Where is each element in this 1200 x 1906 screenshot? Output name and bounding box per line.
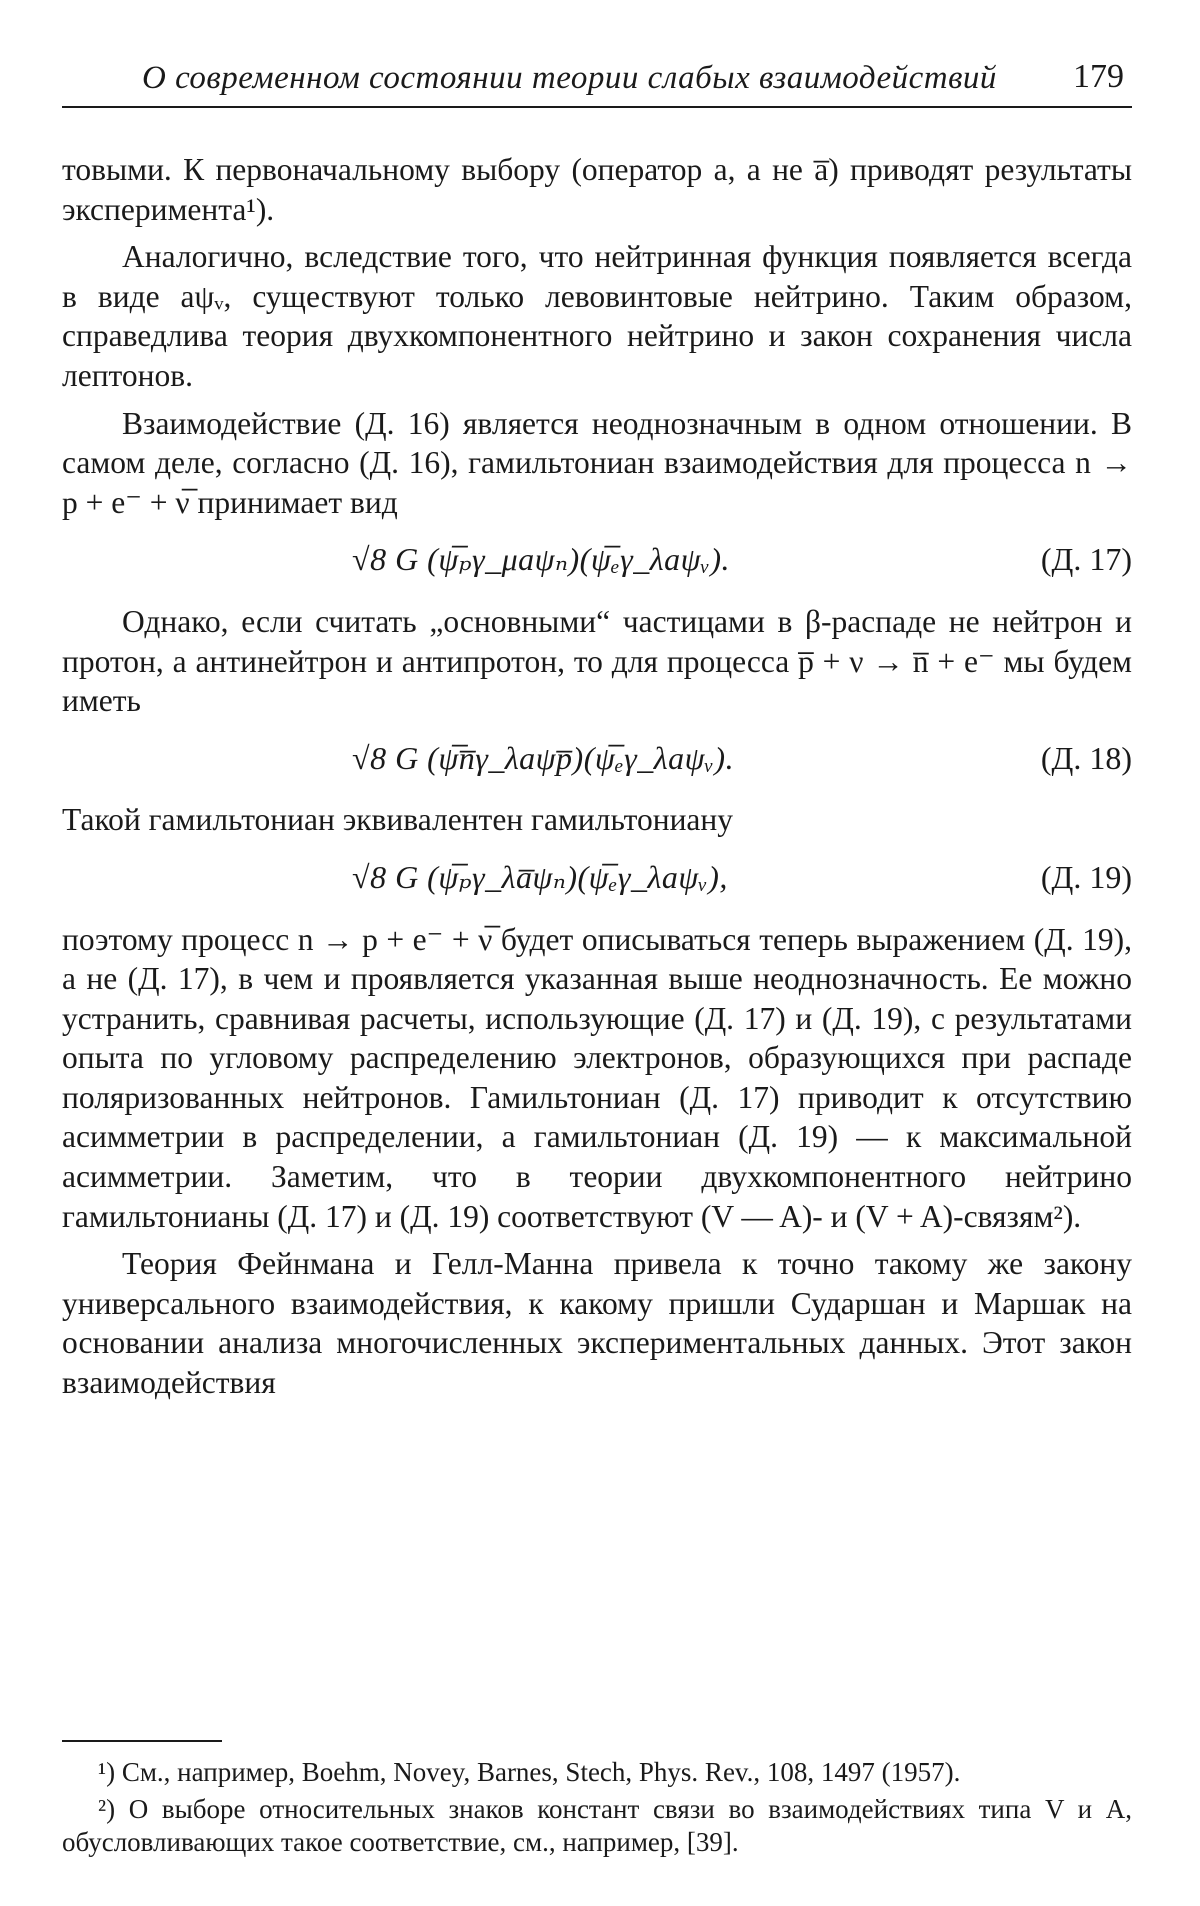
equation-d18-number: (Д. 18) <box>1040 739 1132 776</box>
paragraph-7: Теория Фейнмана и Гелл-Манна привела к точно такому же закону универсального взаимодействия, к какому пришли Сударшан и Маршак на основании анализа многочисленных экспериментальных данных. Этот закон взаимодействия <box>62 1246 1132 1401</box>
footnote-rule <box>62 1740 222 1742</box>
footnote-1: ¹) См., например, Boehm, Novey, Barnes, Stech, Phys. Rev., 108, 1497 (1957). <box>98 1757 961 1787</box>
running-title: О современном состоянии теории слабых взаимодействий <box>142 60 997 96</box>
footnotes <box>62 1740 1132 1863</box>
page-number: 179 <box>1073 58 1124 95</box>
equation-d17-expression: √8 G (ψ̅ₚγ_μaψₙ)(ψ̅ₑγ_λaψᵥ). <box>352 541 731 578</box>
paragraph-4: Однако, если считать „основными“ частицами в β-распаде не нейтрон и протон, а антинейтрон и антипротон, то для процесса p̅ + ν → n̅ + e⁻ мы будем иметь <box>62 603 1132 719</box>
paragraph-3: Взаимодействие (Д. 16) является неоднозначным в одном отношении. В самом деле, согласно (Д. 16), гамильтониан взаимодействия для процесса n → p + e⁻ + ν̅ принимает вид <box>62 405 1132 520</box>
paragraph-6: поэтому процесс n → p + e⁻ + ν̅ будет описываться теперь выражением (Д. 19), а не (Д. 17), в чем и проявляется указанная выше неоднозначность. Ее можно устранить, сравнивая расчеты, использующие (Д. 17) и (Д. 19), с результатами опыта по угловому распределению электронов, образующихся при распаде поляризованных нейтронов. Гамильтониан (Д. 17) приводит к отсутствию асимметрии в распределении, а гамильтониан (Д. 19) — к максимальной асимметрии. Заметим, что в теории двухкомпонентного нейтрино гамильтонианы (Д. 17) и (Д. 19) соответствуют (V — A)- и (V + A)-связям²). <box>62 921 1132 1234</box>
footnote-2: ²) О выборе относительных знаков констант связи во взаимодействиях типа V и A, обусловливающих такое соответствие, см., например, [39]. <box>62 1794 1132 1857</box>
equation-d19 <box>62 858 1132 898</box>
equation-d19-expression: √8 G (ψ̅ₚγ_λa̅ψₙ)(ψ̅ₑγ_λaψᵥ), <box>352 858 728 895</box>
equation-d17-number: (Д. 17) <box>1040 541 1132 578</box>
equation-d17 <box>62 540 1132 580</box>
paragraph-1: товыми. К первоначальному выбору (оператор a, а не a̅) приводят результаты эксперимента¹). <box>62 152 1132 227</box>
main-text <box>62 150 1132 1403</box>
equation-d19-number: (Д. 19) <box>1040 858 1132 895</box>
equation-d18 <box>62 739 1132 779</box>
paragraph-2: Аналогично, вследствие того, что нейтринная функция появляется всегда в виде aψᵥ, существуют только левовинтовые нейтрино. Таким образом, справедлива теория двухкомпонентного нейтрино и закон сохранения числа лептонов. <box>62 239 1132 393</box>
equation-d18-expression: √8 G (ψ̅n̅γ_λaψp̅)(ψ̅ₑγ_λaψᵥ). <box>352 739 735 776</box>
running-header <box>62 52 1132 108</box>
paragraph-5: Такой гамильтониан эквивалентен гамильтониану <box>62 802 734 838</box>
